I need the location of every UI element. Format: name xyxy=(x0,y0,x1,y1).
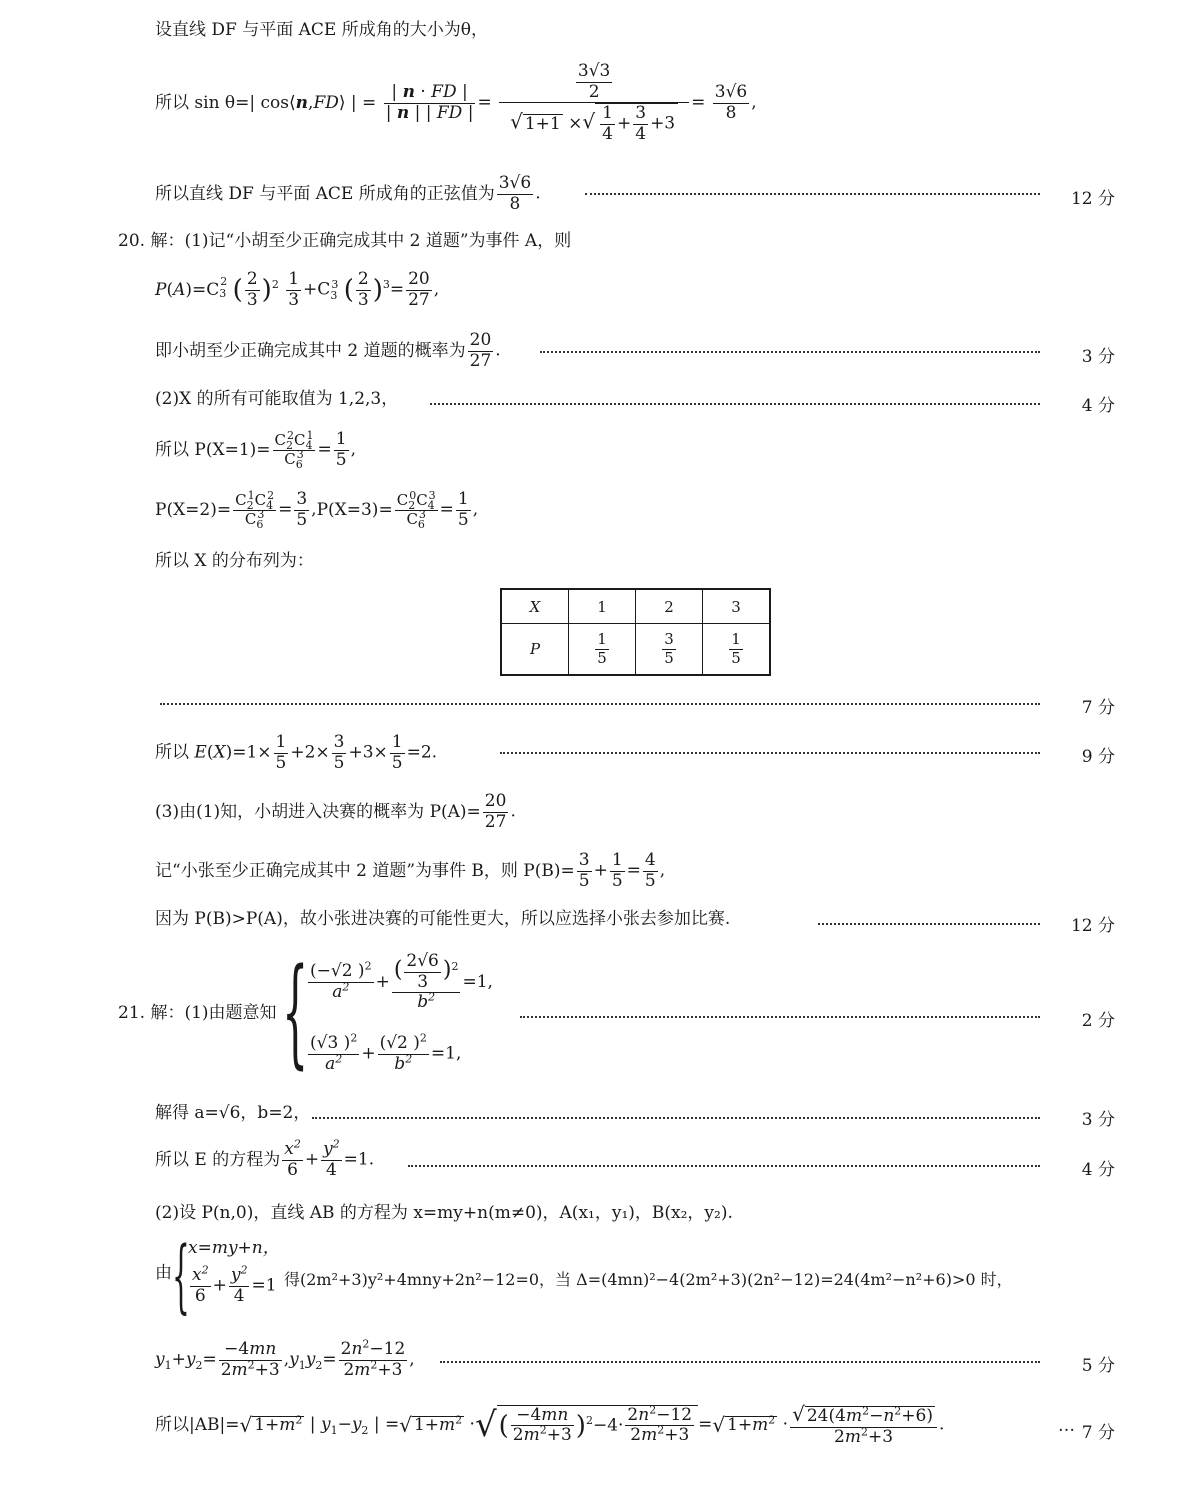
sin-result-frac: $\frac{3√6}{8}$ xyxy=(714,82,748,123)
p20-3-line: (3)由(1)知，小胡进入决赛的概率为 P(A)= $\frac{20}{27}$ . xyxy=(155,791,516,832)
sin-num-bot: 2 xyxy=(576,82,612,103)
dot-leader xyxy=(440,1361,1040,1363)
p20-pa-formula: $P(A)=C_3^2$ ( $\frac{2}{3}$ )$^2$ $\frac{1}{3}$ $+C_3^3$ ( $\frac{2}{3}$ )$^3$= $\frac{20}{27}$ , xyxy=(155,269,440,310)
table-row: P $\frac{1}{5}$ $\frac{3}{5}$ $\frac{1}{5}$ xyxy=(501,624,770,676)
prob-frac: $\frac{20}{27}$ xyxy=(469,330,492,371)
sin-prefix: 所以 sin θ= xyxy=(155,92,250,113)
score-3b: 3 分 xyxy=(1076,1105,1115,1130)
score-3a: 3 分 xyxy=(1076,342,1115,367)
dot-leader xyxy=(430,403,1040,405)
solve-ab: 解得 a=√6，b=2， xyxy=(155,1103,311,1123)
score-5: 5 分 xyxy=(1076,1351,1115,1376)
dot-leader xyxy=(540,351,1040,353)
intro-theta: 设直线 DF 与平面 ACE 所成角的大小为θ， xyxy=(155,20,488,40)
sin-den: √ 1+1 ×√ $\frac{1}{4}$ + $\frac{3}{4}$ +3 xyxy=(499,102,689,144)
score-7b: 7 分 xyxy=(1076,1418,1115,1443)
score-4a: 4 分 xyxy=(1076,391,1115,416)
ab-length-line: 所以|AB|=√ $1+m^2$ | $y_1-y_2$ | =√ $1+m^2$ ·√( $\frac{-4mn}{2m^2+3}$ )$^2$−4· $\frac{2n^2-12}{2m^2+3}$ =√ $1+m^2$ · $\frac{√ 24(4m^2-n^2+6)}{2m^2+3}$ . xyxy=(155,1402,945,1447)
dist-intro: 所以 X 的分布列为： xyxy=(155,551,314,571)
distribution-table xyxy=(500,588,771,676)
expectation-line: 所以 E(X)=1× $\frac{1}{5}$ +2× $\frac{3}{5}$ +3× $\frac{1}{5}$ =2. xyxy=(155,732,438,773)
sin-big-frac xyxy=(499,62,689,144)
score-9: 9 分 xyxy=(1076,742,1115,767)
vieta-line: $y_1+y_2=$ $\frac{-4mn}{2m^2+3}$ $,y_1y_2=$ $\frac{2n^2-12}{2m^2+3}$ , xyxy=(155,1337,415,1380)
score-4b: 4 分 xyxy=(1076,1155,1115,1180)
p21-heading: 21. 解：(1)由题意知 xyxy=(118,1003,277,1023)
sine-value-line: 所以直线 DF 与平面 ACE 所成角的正弦值为 $\frac{3√6}{8}$ . xyxy=(155,173,541,214)
score-2: 2 分 xyxy=(1076,1006,1115,1031)
sin-num-frac xyxy=(576,62,612,102)
p20-x-values: (2)X 的所有可能取值为 1,2,3， xyxy=(155,389,399,409)
sin-theta-formula: 所以 sin θ=| cos⟨n,FD⟩ | = $\frac{| n \cdot FD |}{| n | | FD |}$ = $\frac{3√3}{2}$ √ 1+1 ×√ $\frac{1}{4}$ + $\frac{3}{4}$ +3 = $\frac{3√6}{8}$ , xyxy=(155,61,757,144)
score-12a: 12 分 xyxy=(1065,184,1115,209)
abs-ratio-frac: $\frac{| n \cdot FD |}{| n | | FD |}$ xyxy=(385,82,474,123)
dot-leader xyxy=(585,193,1040,195)
score-7a: 7 分 xyxy=(1076,693,1115,718)
because-line: 因为 P(B)>P(A)，故小张进决赛的可能性更大，所以应选择小张去参加比赛. xyxy=(155,909,731,929)
pb-line: 记“小张至少正确完成其中 2 道题”为事件 B，则 P(B)= $\frac{3}{5}$ + $\frac{1}{5}$ = $\frac{4}{5}$ , xyxy=(155,850,666,891)
px2-px3-formula: P(X=2)= $\frac{C_2^1C_4^2}{C_6^3}$ = $\frac{3}{5}$ ,P(X=3)= $\frac{C_2^0C_4^3}{C_6^3}$ = $\frac{1}{5}$ , xyxy=(155,489,479,531)
dot-leader xyxy=(500,752,1040,754)
sys-you: 由 xyxy=(155,1263,172,1283)
p20-heading: 20. 解：(1)记“小胡至少正确完成其中 2 道题”为事件 A，则 xyxy=(118,231,572,251)
dot-leader xyxy=(160,703,1040,705)
sin-num-top: 3√3 xyxy=(577,61,611,81)
table-row: X 1 2 3 xyxy=(501,589,770,624)
p20-prob-line: 即小胡至少正确完成其中 2 道题的概率为 $\frac{20}{27}$ . xyxy=(155,330,501,371)
score-12b: 12 分 xyxy=(1065,911,1115,936)
px1-formula: 所以 P(X=1)= $\frac{C_2^2C_4^1}{C_6^3}$ = $\frac{1}{5}$ , xyxy=(155,429,356,471)
dot-leader xyxy=(408,1165,1040,1167)
eq-e-line: 所以 E 的方程为 $\frac{x^2}{6}$ + $\frac{y^2}{4}$ =1. xyxy=(155,1137,375,1180)
dot-leader xyxy=(818,923,1040,925)
pa-result-frac: $\frac{20}{27}$ xyxy=(408,269,430,310)
sin-cos: | cos⟨n,FD⟩ | = xyxy=(249,92,377,113)
delta-line: 得(2m²+3)y²+4mny+2n²−12=0，当 Δ=(4mn)²−4(2m²+3)(2n²−12)=24(4m²−n²+6)>0 时， xyxy=(284,1270,1013,1289)
dot-leader xyxy=(520,1016,1040,1018)
short-dots: … xyxy=(1058,1416,1075,1436)
sine-value-frac: $\frac{3√6}{8}$ xyxy=(498,173,532,214)
p21-2-line: (2)设 P(n,0)，直线 AB 的方程为 x=my+n(m≠0)，A(x₁，y₁)，B(x₂，y₂). xyxy=(155,1203,733,1223)
dot-leader xyxy=(312,1117,1040,1119)
